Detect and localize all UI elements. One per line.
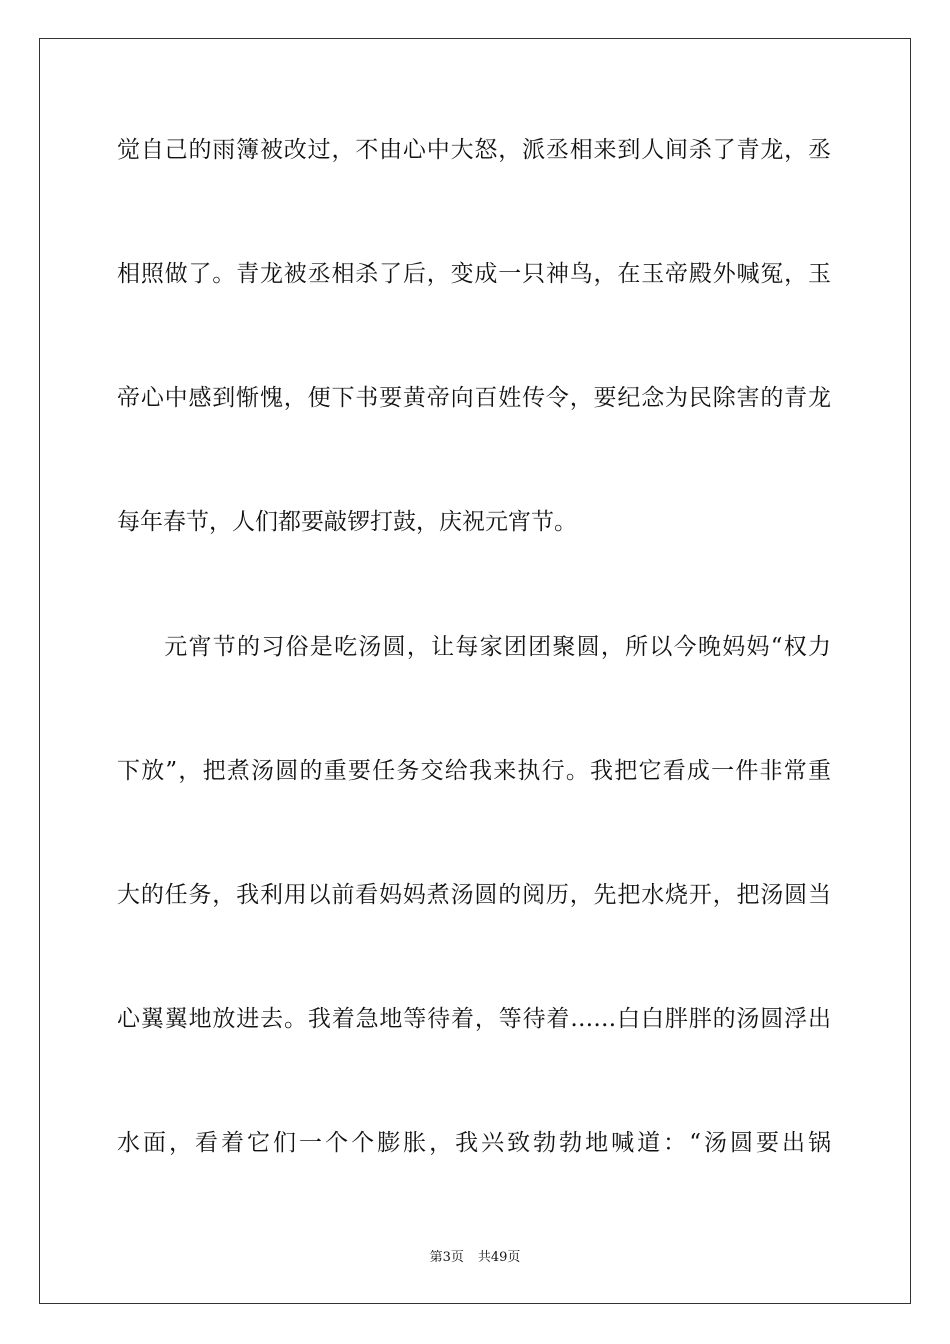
- page-footer: [0, 1248, 950, 1268]
- text-line: 相照做了。青龙被丞相杀了后，变成一只神鸟，在玉帝殿外喊冤，玉: [117, 261, 831, 287]
- text-line: 觉自己的雨簿被改过，不由心中大怒，派丞相来到人间杀了青龙，丞: [117, 137, 831, 163]
- text-line: 元宵节的习俗是吃汤圆，让每家团团聚圆，所以今晚妈妈“权力: [163, 634, 831, 660]
- paragraph-first-line: [117, 627, 831, 667]
- text-line: 帝心中感到惭愧，便下书要黄帝向百姓传令，要纪念为民除害的青龙: [117, 385, 831, 411]
- page-total: 共49页: [477, 1250, 521, 1265]
- page-border: [39, 38, 911, 1304]
- text-line: 心翼翼地放进去。我着急地等待着，等待着……白白胖胖的汤圆浮出: [117, 1006, 831, 1032]
- text-line: 下放”，把煮汤圆的重要任务交给我来执行。我把它看成一件非常重: [117, 758, 831, 784]
- text-line: 大的任务，我利用以前看妈妈煮汤圆的阅历，先把水烧开，把汤圆当: [117, 882, 831, 908]
- page-number: 第3页: [429, 1250, 464, 1265]
- text-line: 水面，看着它们一个个膨胀，我兴致勃勃地喊道：“汤圆要出锅: [117, 1130, 831, 1156]
- text-line: 每年春节，人们都要敲锣打鼓，庆祝元宵节。: [117, 509, 577, 535]
